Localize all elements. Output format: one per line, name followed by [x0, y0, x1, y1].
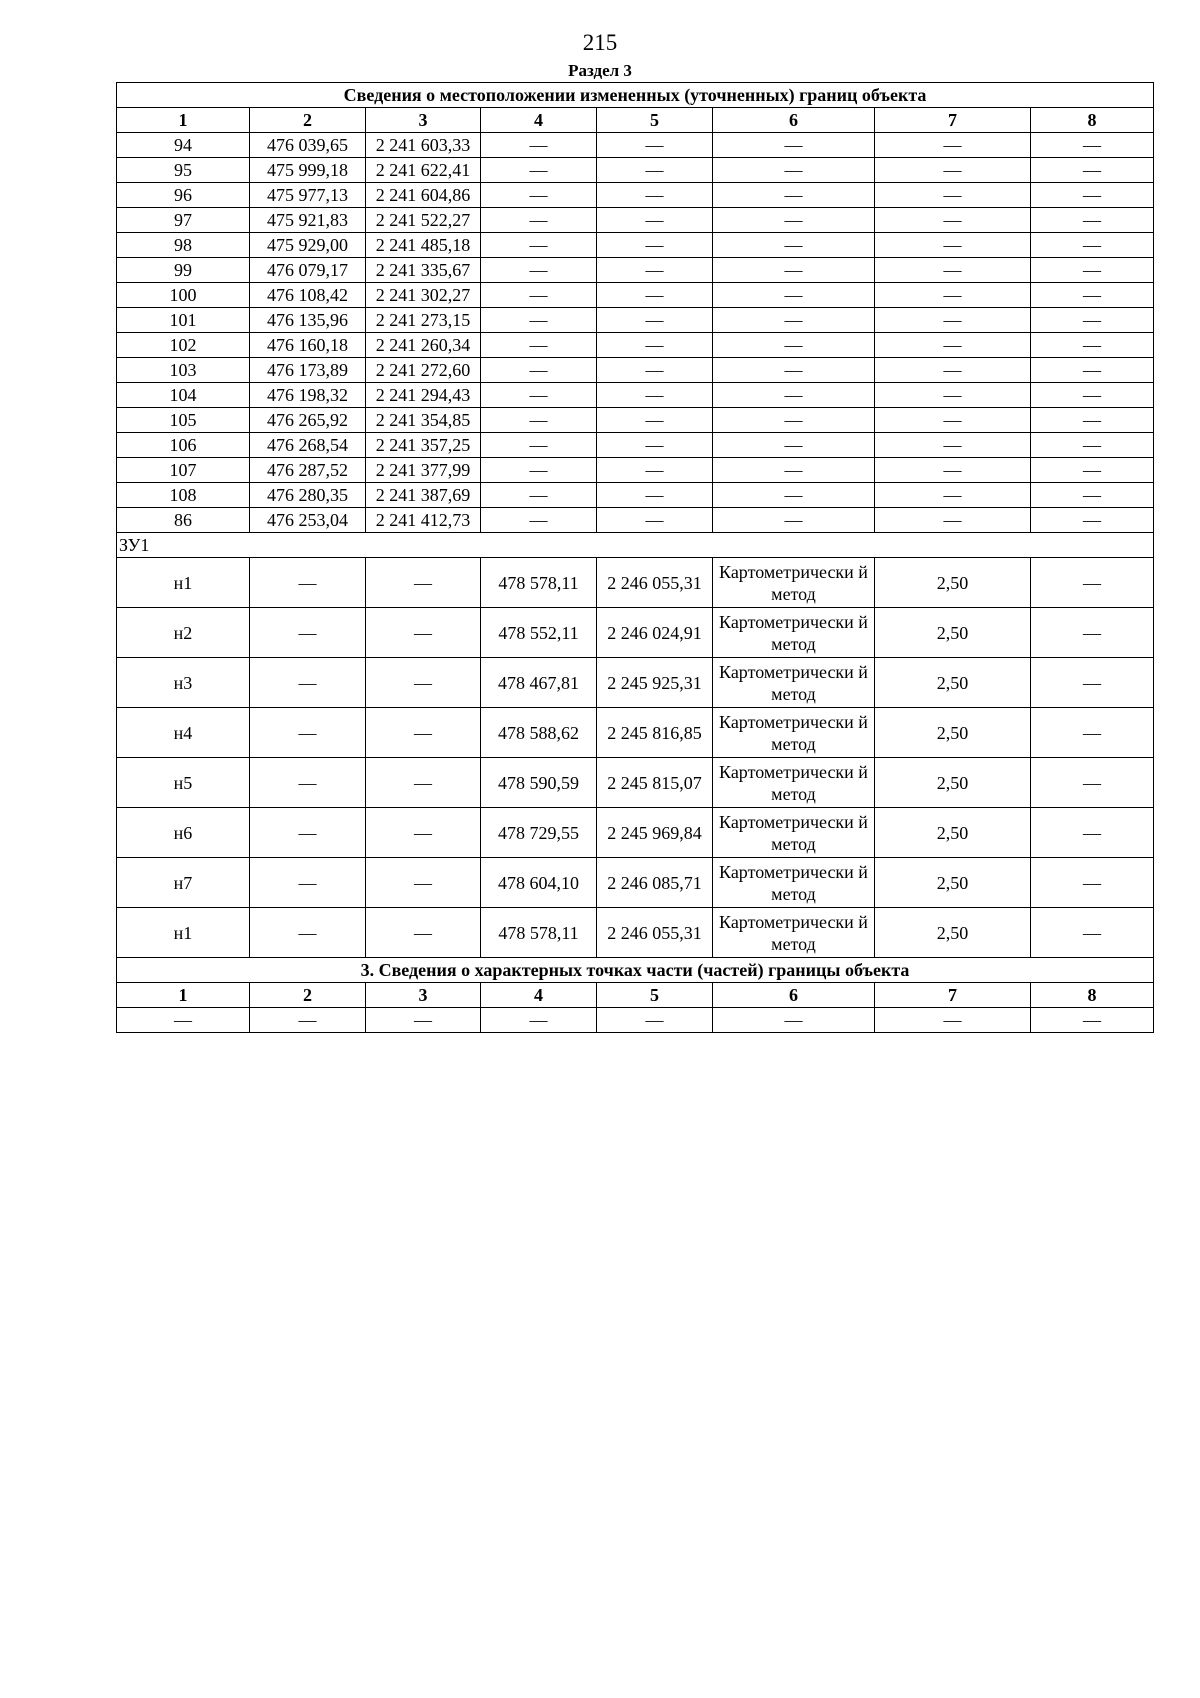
- table-cell-col-2: 476 108,42: [250, 283, 366, 308]
- table-cell-col-3: 2 241 354,85: [366, 408, 481, 433]
- table-cell-col-2: 475 921,83: [250, 208, 366, 233]
- table-cell-col-4: —: [481, 408, 597, 433]
- table-cell-col-1: 99: [117, 258, 250, 283]
- table-cell-col-4: —: [481, 433, 597, 458]
- column-number-5: 5: [597, 108, 713, 133]
- table-cell-col-5: —: [597, 433, 713, 458]
- table-cell-col-2: 476 039,65: [250, 133, 366, 158]
- table-cell-col-4: 478 604,10: [481, 858, 597, 908]
- table-cell-col-7: 2,50: [875, 608, 1031, 658]
- column-number-7: 7: [875, 108, 1031, 133]
- table-cell-col-1: 103: [117, 358, 250, 383]
- table-cell-col-8: —: [1031, 233, 1154, 258]
- table-cell-col-1: 95: [117, 158, 250, 183]
- boundary-table: [116, 82, 1154, 1033]
- table-row: [117, 858, 1154, 908]
- table-cell-col-3: 2 241 302,27: [366, 283, 481, 308]
- table-cell-col-3: —: [366, 658, 481, 708]
- table-cell-col-7: —: [875, 433, 1031, 458]
- table-row: [117, 483, 1154, 508]
- table-cell-col-7: 2,50: [875, 708, 1031, 758]
- table-cell-col-8: —: [1031, 358, 1154, 383]
- table-cell-col-7: —: [875, 483, 1031, 508]
- column-number-8: 8: [1031, 108, 1154, 133]
- column-number-1: 1: [117, 108, 250, 133]
- table-cell-col-1: 107: [117, 458, 250, 483]
- column-number-row: [117, 108, 1154, 133]
- table-cell-col-6: —: [713, 433, 875, 458]
- table-cell-col-7: —: [875, 383, 1031, 408]
- table-cell-col-3: 2 241 335,67: [366, 258, 481, 283]
- column-number-4: 4: [481, 983, 597, 1008]
- table-cell-col-5: —: [597, 483, 713, 508]
- table-cell-col-7: —: [875, 183, 1031, 208]
- table-cell-col-7: 2,50: [875, 758, 1031, 808]
- table-cell-col-3: 2 241 603,33: [366, 133, 481, 158]
- table-cell-col-6: —: [713, 233, 875, 258]
- table-cell-col-1: 101: [117, 308, 250, 333]
- table-cell-col-6: Картометрически й метод: [713, 808, 875, 858]
- table-cell-col-3: 2 241 357,25: [366, 433, 481, 458]
- table-cell-col-4: 478 588,62: [481, 708, 597, 758]
- table-cell-col-5: —: [597, 183, 713, 208]
- table-cell-col-1: 105: [117, 408, 250, 433]
- table-cell-col-4: —: [481, 1008, 597, 1033]
- table-cell-col-5: —: [597, 158, 713, 183]
- group-label: ЗУ1: [117, 533, 1154, 558]
- table-cell-col-2: 476 268,54: [250, 433, 366, 458]
- column-number-5: 5: [597, 983, 713, 1008]
- table-cell-col-1: 100: [117, 283, 250, 308]
- table-cell-col-8: —: [1031, 483, 1154, 508]
- table-cell-col-7: —: [875, 308, 1031, 333]
- table-cell-col-5: —: [597, 458, 713, 483]
- table-cell-col-3: 2 241 522,27: [366, 208, 481, 233]
- table-cell-col-5: —: [597, 508, 713, 533]
- table-body: [117, 83, 1154, 1033]
- table-cell-col-6: —: [713, 383, 875, 408]
- table-cell-col-8: —: [1031, 308, 1154, 333]
- table-cell-col-8: —: [1031, 183, 1154, 208]
- table-cell-col-6: —: [713, 258, 875, 283]
- table-cell-col-4: 478 467,81: [481, 658, 597, 708]
- table-cell-col-3: —: [366, 708, 481, 758]
- table-row: [117, 183, 1154, 208]
- table-caption-top: Сведения о местоположении измененных (уточненных) границ объекта: [117, 83, 1154, 108]
- table-cell-col-4: —: [481, 358, 597, 383]
- table-cell-col-5: —: [597, 208, 713, 233]
- table-cell-col-2: 475 929,00: [250, 233, 366, 258]
- table-cell-col-7: —: [875, 508, 1031, 533]
- table-cell-col-8: —: [1031, 858, 1154, 908]
- table-cell-col-1: н5: [117, 758, 250, 808]
- table-cell-col-6: —: [713, 1008, 875, 1033]
- column-number-2: 2: [250, 108, 366, 133]
- table-caption-bottom-row: [117, 958, 1154, 983]
- table-cell-col-3: 2 241 387,69: [366, 483, 481, 508]
- table-cell-col-3: 2 241 412,73: [366, 508, 481, 533]
- table-cell-col-6: Картометрически й метод: [713, 608, 875, 658]
- table-cell-col-5: 2 245 925,31: [597, 658, 713, 708]
- table-cell-col-1: н1: [117, 558, 250, 608]
- table-cell-col-5: —: [597, 258, 713, 283]
- table-cell-col-2: —: [250, 858, 366, 908]
- table-cell-col-6: Картометрически й метод: [713, 708, 875, 758]
- table-cell-col-6: —: [713, 283, 875, 308]
- table-cell-col-3: —: [366, 808, 481, 858]
- table-cell-col-2: 476 160,18: [250, 333, 366, 358]
- table-row: [117, 658, 1154, 708]
- table-cell-col-3: 2 241 294,43: [366, 383, 481, 408]
- table-cell-col-6: —: [713, 158, 875, 183]
- table-cell-col-6: Картометрически й метод: [713, 908, 875, 958]
- table-cell-col-8: —: [1031, 133, 1154, 158]
- table-cell-col-1: —: [117, 1008, 250, 1033]
- column-number-6: 6: [713, 983, 875, 1008]
- table-row: [117, 1008, 1154, 1033]
- table-cell-col-1: 97: [117, 208, 250, 233]
- table-row: [117, 158, 1154, 183]
- table-cell-col-6: Картометрически й метод: [713, 858, 875, 908]
- table-cell-col-8: —: [1031, 383, 1154, 408]
- table-cell-col-3: 2 241 604,86: [366, 183, 481, 208]
- table-cell-col-6: —: [713, 208, 875, 233]
- table-cell-col-1: н6: [117, 808, 250, 858]
- table-cell-col-2: —: [250, 608, 366, 658]
- table-cell-col-4: —: [481, 183, 597, 208]
- table-cell-col-6: Картометрически й метод: [713, 558, 875, 608]
- table-cell-col-4: 478 552,11: [481, 608, 597, 658]
- table-row: [117, 408, 1154, 433]
- table-cell-col-1: 106: [117, 433, 250, 458]
- table-cell-col-2: 476 135,96: [250, 308, 366, 333]
- table-row: [117, 558, 1154, 608]
- table-cell-col-2: 476 253,04: [250, 508, 366, 533]
- table-row: [117, 233, 1154, 258]
- table-row: [117, 333, 1154, 358]
- table-cell-col-3: —: [366, 858, 481, 908]
- table-row: [117, 908, 1154, 958]
- table-cell-col-1: н1: [117, 908, 250, 958]
- table-cell-col-8: —: [1031, 258, 1154, 283]
- table-cell-col-5: —: [597, 383, 713, 408]
- table-cell-col-4: 478 729,55: [481, 808, 597, 858]
- table-cell-col-4: —: [481, 233, 597, 258]
- table-cell-col-3: —: [366, 608, 481, 658]
- table-cell-col-2: —: [250, 558, 366, 608]
- table-cell-col-1: 98: [117, 233, 250, 258]
- table-cell-col-8: —: [1031, 758, 1154, 808]
- table-cell-col-4: —: [481, 158, 597, 183]
- table-cell-col-6: —: [713, 408, 875, 433]
- table-cell-col-6: —: [713, 308, 875, 333]
- table-caption-bottom: 3. Сведения о характерных точках части (частей) границы объекта: [117, 958, 1154, 983]
- table-row: [117, 208, 1154, 233]
- table-cell-col-3: 2 241 377,99: [366, 458, 481, 483]
- table-cell-col-8: —: [1031, 1008, 1154, 1033]
- table-cell-col-5: —: [597, 283, 713, 308]
- table-cell-col-8: —: [1031, 908, 1154, 958]
- section-title: Раздел 3: [568, 61, 632, 80]
- table-cell-col-2: 476 173,89: [250, 358, 366, 383]
- table-cell-col-1: 96: [117, 183, 250, 208]
- table-cell-col-8: —: [1031, 558, 1154, 608]
- table-row: [117, 508, 1154, 533]
- table-cell-col-3: 2 241 260,34: [366, 333, 481, 358]
- table-cell-col-2: 475 999,18: [250, 158, 366, 183]
- table-cell-col-8: —: [1031, 608, 1154, 658]
- column-number-6: 6: [713, 108, 875, 133]
- table-cell-col-5: —: [597, 133, 713, 158]
- column-number-8: 8: [1031, 983, 1154, 1008]
- table-cell-col-4: —: [481, 458, 597, 483]
- table-cell-col-4: —: [481, 283, 597, 308]
- table-cell-col-2: —: [250, 658, 366, 708]
- table-cell-col-5: —: [597, 358, 713, 383]
- table-cell-col-5: 2 246 024,91: [597, 608, 713, 658]
- table-row: [117, 358, 1154, 383]
- table-cell-col-2: 476 079,17: [250, 258, 366, 283]
- table-cell-col-3: 2 241 485,18: [366, 233, 481, 258]
- table-cell-col-2: 476 265,92: [250, 408, 366, 433]
- table-cell-col-4: —: [481, 308, 597, 333]
- table-cell-col-7: 2,50: [875, 808, 1031, 858]
- table-cell-col-8: —: [1031, 208, 1154, 233]
- column-number-3: 3: [366, 983, 481, 1008]
- table-cell-col-5: —: [597, 308, 713, 333]
- table-cell-col-7: —: [875, 258, 1031, 283]
- table-cell-col-4: —: [481, 133, 597, 158]
- table-row: [117, 758, 1154, 808]
- table-cell-col-4: —: [481, 258, 597, 283]
- table-cell-col-4: —: [481, 383, 597, 408]
- table-row: [117, 458, 1154, 483]
- table-cell-col-7: —: [875, 458, 1031, 483]
- table-cell-col-8: —: [1031, 433, 1154, 458]
- table-cell-col-7: 2,50: [875, 658, 1031, 708]
- table-cell-col-7: —: [875, 333, 1031, 358]
- table-cell-col-8: —: [1031, 458, 1154, 483]
- table-cell-col-6: —: [713, 183, 875, 208]
- table-cell-col-2: —: [250, 758, 366, 808]
- table-cell-col-7: —: [875, 408, 1031, 433]
- table-row: [117, 808, 1154, 858]
- table-cell-col-2: —: [250, 808, 366, 858]
- table-row: [117, 133, 1154, 158]
- table-cell-col-5: —: [597, 333, 713, 358]
- table-cell-col-4: 478 578,11: [481, 908, 597, 958]
- table-cell-col-1: 102: [117, 333, 250, 358]
- table-cell-col-2: 476 287,52: [250, 458, 366, 483]
- table-cell-col-5: 2 245 969,84: [597, 808, 713, 858]
- column-number-2: 2: [250, 983, 366, 1008]
- table-cell-col-2: 476 198,32: [250, 383, 366, 408]
- column-number-row: [117, 983, 1154, 1008]
- column-number-3: 3: [366, 108, 481, 133]
- table-cell-col-7: —: [875, 133, 1031, 158]
- table-cell-col-7: —: [875, 358, 1031, 383]
- table-cell-col-5: 2 246 085,71: [597, 858, 713, 908]
- table-cell-col-4: —: [481, 333, 597, 358]
- table-cell-col-8: —: [1031, 333, 1154, 358]
- table-cell-col-2: —: [250, 1008, 366, 1033]
- table-row: [117, 283, 1154, 308]
- table-caption-top-row: [117, 83, 1154, 108]
- table-cell-col-8: —: [1031, 658, 1154, 708]
- table-row: [117, 433, 1154, 458]
- column-number-7: 7: [875, 983, 1031, 1008]
- table-cell-col-4: —: [481, 483, 597, 508]
- table-cell-col-3: —: [366, 908, 481, 958]
- table-cell-col-7: 2,50: [875, 908, 1031, 958]
- group-label-row: [117, 533, 1154, 558]
- table-cell-col-5: 2 245 816,85: [597, 708, 713, 758]
- table-cell-col-6: —: [713, 483, 875, 508]
- table-cell-col-8: —: [1031, 283, 1154, 308]
- table-cell-col-1: 108: [117, 483, 250, 508]
- table-cell-col-7: —: [875, 158, 1031, 183]
- table-cell-col-7: —: [875, 233, 1031, 258]
- table-cell-col-3: 2 241 273,15: [366, 308, 481, 333]
- table-row: [117, 608, 1154, 658]
- table-cell-col-3: —: [366, 758, 481, 808]
- table-cell-col-2: 475 977,13: [250, 183, 366, 208]
- table-cell-col-5: —: [597, 1008, 713, 1033]
- table-cell-col-8: —: [1031, 508, 1154, 533]
- table-cell-col-5: 2 246 055,31: [597, 558, 713, 608]
- table-cell-col-1: 86: [117, 508, 250, 533]
- table-cell-col-1: н2: [117, 608, 250, 658]
- table-cell-col-3: 2 241 272,60: [366, 358, 481, 383]
- table-cell-col-2: —: [250, 908, 366, 958]
- table-cell-col-4: —: [481, 508, 597, 533]
- column-number-4: 4: [481, 108, 597, 133]
- table-cell-col-3: 2 241 622,41: [366, 158, 481, 183]
- table-row: [117, 308, 1154, 333]
- table-cell-col-4: 478 590,59: [481, 758, 597, 808]
- table-cell-col-2: —: [250, 708, 366, 758]
- table-cell-col-6: —: [713, 333, 875, 358]
- table-row: [117, 383, 1154, 408]
- table-cell-col-5: —: [597, 233, 713, 258]
- table-cell-col-7: 2,50: [875, 558, 1031, 608]
- table-cell-col-1: 104: [117, 383, 250, 408]
- table-cell-col-1: 94: [117, 133, 250, 158]
- table-cell-col-5: —: [597, 408, 713, 433]
- table-cell-col-2: 476 280,35: [250, 483, 366, 508]
- table-cell-col-6: —: [713, 358, 875, 383]
- table-row: [117, 258, 1154, 283]
- table-cell-col-1: н4: [117, 708, 250, 758]
- table-cell-col-1: н7: [117, 858, 250, 908]
- table-cell-col-1: н3: [117, 658, 250, 708]
- table-cell-col-8: —: [1031, 158, 1154, 183]
- table-cell-col-6: —: [713, 458, 875, 483]
- table-cell-col-6: Картометрически й метод: [713, 758, 875, 808]
- table-cell-col-5: 2 246 055,31: [597, 908, 713, 958]
- table-cell-col-6: —: [713, 508, 875, 533]
- table-cell-col-8: —: [1031, 708, 1154, 758]
- table-cell-col-4: 478 578,11: [481, 558, 597, 608]
- table-cell-col-8: —: [1031, 408, 1154, 433]
- table-cell-col-7: —: [875, 283, 1031, 308]
- table-cell-col-3: —: [366, 1008, 481, 1033]
- table-cell-col-5: 2 245 815,07: [597, 758, 713, 808]
- table-cell-col-8: —: [1031, 808, 1154, 858]
- table-cell-col-7: —: [875, 1008, 1031, 1033]
- column-number-1: 1: [117, 983, 250, 1008]
- table-cell-col-6: Картометрически й метод: [713, 658, 875, 708]
- table-cell-col-7: —: [875, 208, 1031, 233]
- table-row: [117, 708, 1154, 758]
- table-cell-col-7: 2,50: [875, 858, 1031, 908]
- page-number: 215: [582, 30, 618, 55]
- table-cell-col-4: —: [481, 208, 597, 233]
- table-cell-col-3: —: [366, 558, 481, 608]
- table-cell-col-6: —: [713, 133, 875, 158]
